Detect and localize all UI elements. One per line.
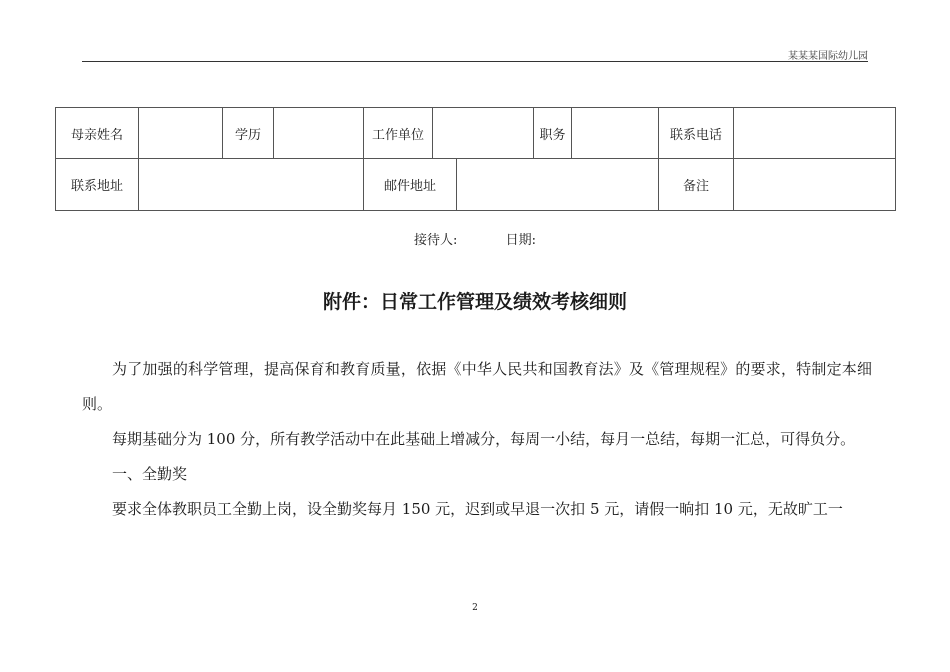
work-unit-field[interactable] <box>433 108 534 159</box>
header-rule <box>82 61 868 62</box>
education-field[interactable] <box>274 108 364 159</box>
position-field[interactable] <box>572 108 659 159</box>
mother-name-label: 母亲姓名 <box>56 108 139 159</box>
table-row <box>56 108 896 159</box>
document-title: 附件：日常工作管理及绩效考核细则 <box>322 291 627 313</box>
table-row <box>56 159 896 211</box>
work-unit-label: 工作单位 <box>364 108 433 159</box>
phone-label: 联系电话 <box>659 108 734 159</box>
header-org-name: 某某某国际幼儿园 <box>788 51 868 62</box>
paragraph-attendance: 要求全体教职员工全勤上岗，设全勤奖每月 150 元，迟到或早退一次扣 5 元，请假一晌扣 10 元，无故旷工一 <box>112 500 843 518</box>
position-label: 职务 <box>534 108 572 159</box>
page-number: 2 <box>472 603 478 613</box>
postal-label: 邮件地址 <box>364 159 457 211</box>
receiver-line <box>0 229 950 248</box>
date-label: 日期: <box>505 233 536 248</box>
section-heading-attendance: 一、全勤奖 <box>112 465 188 483</box>
phone-field[interactable] <box>734 108 896 159</box>
address-field[interactable] <box>139 159 364 211</box>
mother-name-field[interactable] <box>139 108 223 159</box>
address-label: 联系地址 <box>56 159 139 211</box>
remarks-label: 备注 <box>659 159 734 211</box>
paragraph-scoring: 每期基础分为 100 分，所有教学活动中在此基础上增减分，每周一小结，每月一总结，每期一汇总，可得负分。 <box>112 430 856 448</box>
postal-field[interactable] <box>457 159 659 211</box>
parent-info-table <box>55 107 896 211</box>
receiver-label: 接待人: <box>414 233 458 248</box>
document-body <box>82 352 872 527</box>
remarks-field[interactable] <box>734 159 896 211</box>
paragraph-intro: 为了加强的科学管理，提高保育和教育质量，依据《中华人民共和国教育法》及《管理规程》的要求，特制定本细则。 <box>82 360 872 413</box>
education-label: 学历 <box>223 108 274 159</box>
